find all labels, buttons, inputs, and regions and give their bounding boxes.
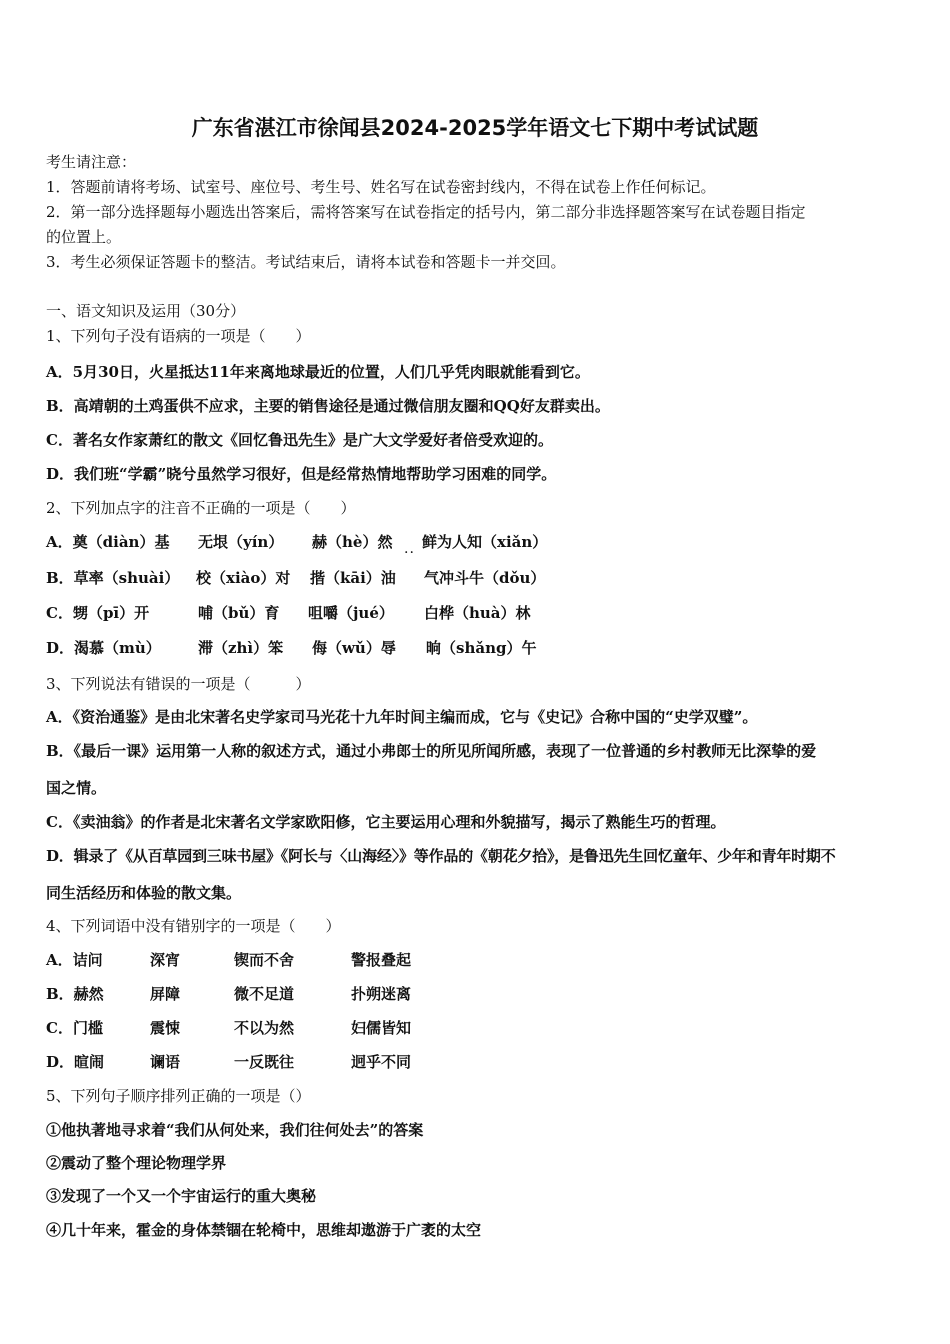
q2-cell: 晌（shǎng）午 <box>426 639 537 657</box>
question-4-row-c <box>0 1018 950 1038</box>
q2-cell: D．渴慕（mù） <box>46 639 161 657</box>
question-1-option-d: D．我们班“学霸”晓兮虽然学习很好，但是经常热情地帮助学习困难的同学。 <box>46 465 557 483</box>
q4-cell: 警报叠起 <box>351 951 412 969</box>
question-3-option-b: B．《最后一课》运用第一人称的叙述方式，通过小弗郎士的所见所闻所感，表现了一位普通的乡村教师无比深挚的爱 <box>46 742 817 760</box>
question-2-row-c <box>0 603 950 623</box>
question-3-option-d-cont: 同生活经历和体验的散文集。 <box>46 884 242 902</box>
q4-cell: 扑朔迷离 <box>351 985 412 1003</box>
page-title: 广东省湛江市徐闻县2024-2025学年语文七下期中考试试题 <box>191 116 759 140</box>
question-3-option-d: D．辑录了《从百草园到三味书屋》《阿长与〈山海经〉》等作品的《朝花夕拾》，是鲁迅先生回忆童年、少年和青年时期不 <box>46 847 836 865</box>
question-5-stem: 5、下列句子顺序排列正确的一项是（） <box>46 1087 311 1105</box>
q2-cell: 气冲斗牛（dǒu） <box>424 569 546 587</box>
q4-cell: 谰语 <box>150 1053 181 1071</box>
q4-cell: 深宵 <box>150 951 181 969</box>
q4-cell: 微不足道 <box>234 985 295 1003</box>
question-3-stem: 3、下列说法有错误的一项是（ ） <box>46 675 311 693</box>
question-3-option-c: C．《卖油翁》的作者是北宋著名文学家欧阳修，它主要运用心理和外貌描写，揭示了熟能生巧的哲理。 <box>46 813 726 831</box>
section-heading: 一、语文知识及运用（30分） <box>46 302 246 320</box>
question-4-row-b <box>0 984 950 1004</box>
emphasis-dots: .. <box>404 541 415 557</box>
question-4-row-a <box>0 950 950 970</box>
notice-item: 3．考生必须保证答题卡的整洁。考试结束后，请将本试卷和答题卡一并交回。 <box>46 253 566 271</box>
q4-cell: C．门槛 <box>46 1019 103 1037</box>
q4-cell: 一反既往 <box>234 1053 295 1071</box>
question-4-stem: 4、下列词语中没有错别字的一项是（ ） <box>46 917 341 935</box>
question-3-option-b-cont: 国之情。 <box>46 779 107 797</box>
question-2-row-a <box>0 532 950 552</box>
notice-item: 1．答题前请将考场、试室号、座位号、考生号、姓名写在试卷密封线内，不得在试卷上作任何标记。 <box>46 178 716 196</box>
q4-cell: 妇儒皆知 <box>351 1019 412 1037</box>
q2-cell: 揩（kāi）油 <box>310 569 396 587</box>
question-1-option-c: C．著名女作家萧红的散文《回忆鲁迅先生》是广大文学爱好者倍受欢迎的。 <box>46 431 553 449</box>
question-5-item: ②震动了整个理论物理学界 <box>46 1154 227 1172</box>
question-3-option-a: A．《资治通鉴》是由北宋著名史学家司马光花十九年时间主编而成，它与《史记》合称中国的“史学双璧”。 <box>46 708 758 726</box>
question-1-stem: 1、下列句子没有语病的一项是（ ） <box>46 327 311 345</box>
q4-cell: 锲而不舍 <box>234 951 295 969</box>
q2-cell: 哺（bǔ）育 <box>198 604 280 622</box>
question-5-item: ①他执著地寻求着“我们从何处来，我们往何处去”的答案 <box>46 1121 424 1139</box>
q2-cell: A．奠（diàn）基 <box>46 533 170 551</box>
question-5-item: ③发现了一个又一个宇宙运行的重大奥秘 <box>46 1187 317 1205</box>
q2-cell: 校（xiào）对 <box>196 569 291 587</box>
notice-heading: 考生请注意： <box>46 153 137 171</box>
q2-cell: 鲜为人知（xiǎn） <box>422 533 548 551</box>
question-2-stem: 2、下列加点字的注音不正确的一项是（ ） <box>46 499 356 517</box>
q2-cell: 侮（wǔ）辱 <box>312 639 396 657</box>
q4-cell: 不以为然 <box>234 1019 295 1037</box>
q2-cell: 无垠（yín） <box>198 533 284 551</box>
notice-item: 的位置上。 <box>46 228 122 246</box>
q4-cell: B．赫然 <box>46 985 104 1003</box>
question-1-option-a: A．5月30日，火星抵达11年来离地球最近的位置，人们几乎凭肉眼就能看到它。 <box>46 363 590 381</box>
q2-cell: 白桦（huà）林 <box>424 604 531 622</box>
notice-item: 2．第一部分选择题每小题选出答案后，需将答案写在试卷指定的括号内，第二部分非选择题答案写在试卷题目指定 <box>46 203 806 221</box>
q4-cell: 屏障 <box>150 985 181 1003</box>
q2-cell: 咀嚼（jué） <box>308 604 394 622</box>
q2-cell: B．草率（shuài） <box>46 569 180 587</box>
q4-cell: A．诘问 <box>46 951 103 969</box>
q2-cell: 赫（hè）然 <box>312 533 393 551</box>
q4-cell: 迥乎不同 <box>351 1053 412 1071</box>
question-2-row-b <box>0 568 950 588</box>
q2-cell: 滞（zhì）笨 <box>198 639 284 657</box>
q4-cell: 震悚 <box>150 1019 181 1037</box>
question-5-item: ④几十年来，霍金的身体禁锢在轮椅中，思维却遨游于广袤的太空 <box>46 1221 482 1239</box>
q2-cell: C．甥（pī）开 <box>46 604 150 622</box>
question-4-row-d <box>0 1052 950 1072</box>
q4-cell: D．暄闹 <box>46 1053 105 1071</box>
question-2-row-d <box>0 638 950 658</box>
question-1-option-b: B．高靖朝的土鸡蛋供不应求，主要的销售途径是通过微信朋友圈和QQ好友群卖出。 <box>46 397 610 415</box>
